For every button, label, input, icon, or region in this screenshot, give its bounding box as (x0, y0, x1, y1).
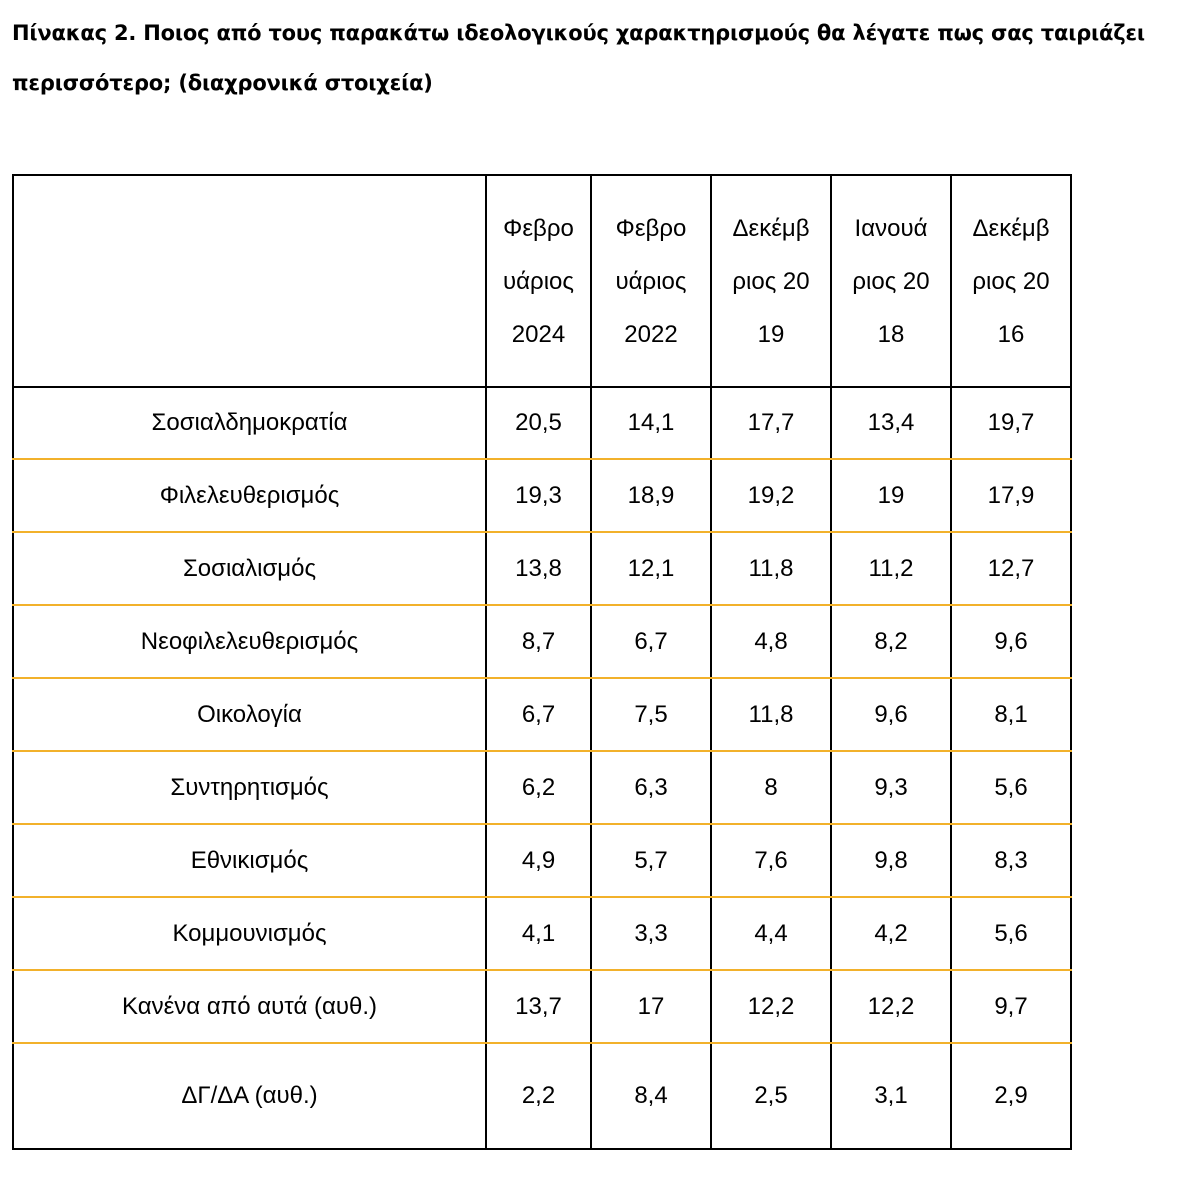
data-table (12, 174, 1072, 1150)
table-title: Πίνακας 2. Ποιος από τους παρακάτω ιδεολογικούς χαρακτηρισμούς θα λέγατε πως σας ταιριάζει περισσότερο; (διαχρονικά στοιχεία) (12, 21, 1145, 95)
table-cell: 8,1 (951, 678, 1071, 751)
table-cell: 6,2 (486, 751, 591, 824)
header-corner-cell (13, 175, 486, 387)
row-label: Κανένα από αυτά (αυθ.) (13, 970, 486, 1043)
table-cell: 2,2 (486, 1043, 591, 1149)
table-row (13, 897, 1071, 970)
table-cell: 4,9 (486, 824, 591, 897)
row-label: Συντηρητισμός (13, 751, 486, 824)
table-cell: 2,5 (711, 1043, 831, 1149)
table-cell: 9,6 (831, 678, 951, 751)
table-cell: 13,4 (831, 387, 951, 459)
table-row (13, 1043, 1071, 1149)
table-cell: 2,9 (951, 1043, 1071, 1149)
table-cell: 6,7 (591, 605, 711, 678)
table-cell: 12,1 (591, 532, 711, 605)
table-cell: 3,3 (591, 897, 711, 970)
table-cell: 7,5 (591, 678, 711, 751)
table-cell: 6,7 (486, 678, 591, 751)
table-cell: 20,5 (486, 387, 591, 459)
table-row (13, 751, 1071, 824)
row-label: Σοσιαλισμός (13, 532, 486, 605)
table-cell: 8,7 (486, 605, 591, 678)
table-cell: 4,1 (486, 897, 591, 970)
table-cell: 3,1 (831, 1043, 951, 1149)
column-header: Δεκέμβριος 2016 (951, 175, 1071, 387)
table-row (13, 824, 1071, 897)
table-cell: 12,2 (831, 970, 951, 1043)
table-cell: 11,2 (831, 532, 951, 605)
row-label: Κομμουνισμός (13, 897, 486, 970)
table-cell: 8,3 (951, 824, 1071, 897)
column-header: Φεβρουάριος 2022 (591, 175, 711, 387)
table-cell: 13,7 (486, 970, 591, 1043)
table-cell: 17 (591, 970, 711, 1043)
table-cell: 18,9 (591, 459, 711, 532)
table-cell: 8,4 (591, 1043, 711, 1149)
table-cell: 19,2 (711, 459, 831, 532)
table-cell: 4,2 (831, 897, 951, 970)
table-cell: 12,7 (951, 532, 1071, 605)
table-cell: 19,3 (486, 459, 591, 532)
table-cell: 9,3 (831, 751, 951, 824)
table-row (13, 605, 1071, 678)
table-cell: 4,4 (711, 897, 831, 970)
table-cell: 9,8 (831, 824, 951, 897)
table-cell: 17,7 (711, 387, 831, 459)
table-cell: 6,3 (591, 751, 711, 824)
row-label: Οικολογία (13, 678, 486, 751)
table-cell: 12,2 (711, 970, 831, 1043)
table-row (13, 532, 1071, 605)
row-label: Νεοφιλελευθερισμός (13, 605, 486, 678)
table-row (13, 387, 1071, 459)
table-row (13, 678, 1071, 751)
table-cell: 8,2 (831, 605, 951, 678)
row-label: Φιλελευθερισμός (13, 459, 486, 532)
table-cell: 8 (711, 751, 831, 824)
table-cell: 17,9 (951, 459, 1071, 532)
table-cell: 7,6 (711, 824, 831, 897)
table-cell: 11,8 (711, 678, 831, 751)
table-row (13, 459, 1071, 532)
table-cell: 11,8 (711, 532, 831, 605)
row-label: ΔΓ/ΔΑ (αυθ.) (13, 1043, 486, 1149)
column-header: Φεβρουάριος 2024 (486, 175, 591, 387)
table-cell: 14,1 (591, 387, 711, 459)
header-row (13, 175, 1071, 387)
table-cell: 5,6 (951, 751, 1071, 824)
row-label: Σοσιαλδημοκρατία (13, 387, 486, 459)
column-header: Δεκέμβριος 2019 (711, 175, 831, 387)
table-row (13, 970, 1071, 1043)
table-cell: 9,7 (951, 970, 1071, 1043)
table-cell: 19,7 (951, 387, 1071, 459)
table-cell: 5,6 (951, 897, 1071, 970)
table-cell: 4,8 (711, 605, 831, 678)
table-cell: 5,7 (591, 824, 711, 897)
table-cell: 13,8 (486, 532, 591, 605)
table-cell: 19 (831, 459, 951, 532)
row-label: Εθνικισμός (13, 824, 486, 897)
column-header: Ιανουάριος 2018 (831, 175, 951, 387)
table-cell: 9,6 (951, 605, 1071, 678)
